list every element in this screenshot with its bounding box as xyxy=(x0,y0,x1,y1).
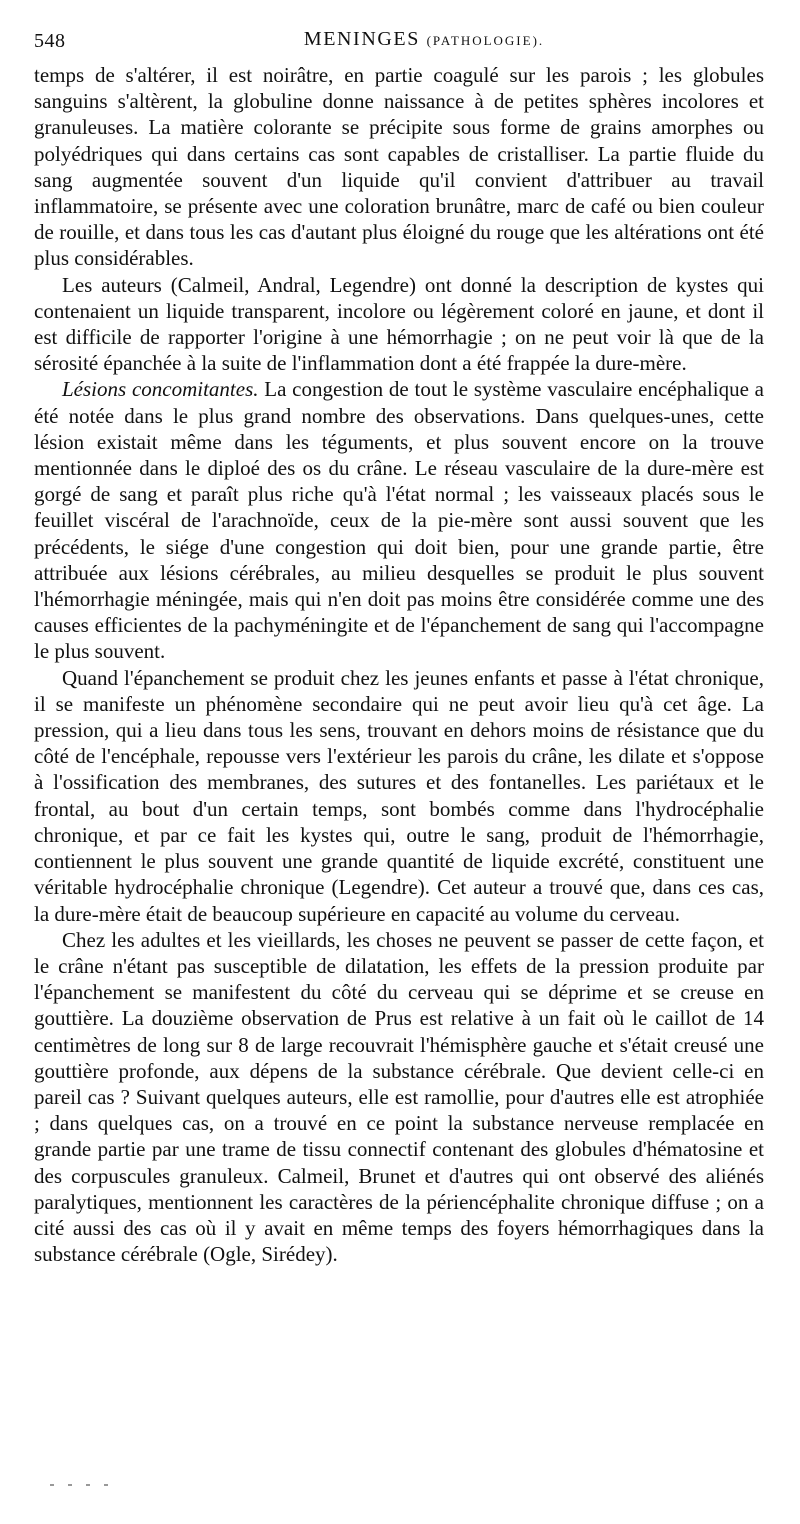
paragraph-1: temps de s'altérer, il est noirâtre, en partie coagulé sur les parois ; les globules sanguins s'altèrent, la globuline donne naissance à de petites sphères incolores et granuleuses. La matière colorante se précipite sous forme de grains amorphes ou polyédriques qui dans certains cas sont capables de cristalliser. La partie fluide du sang augmentée souvent d'un liquide qu'il convient d'attribuer au travail inflammatoire, se présente avec une coloration brunâtre, marc de café ou bien couleur de rouille, et dans tous les cas d'autant plus éloigné du rouge que les altérations ont été plus considérables. xyxy=(34,63,764,271)
page-header xyxy=(34,22,764,58)
running-head-title: MENINGES xyxy=(303,28,420,50)
paragraph-3 xyxy=(34,376,764,664)
paragraph-2: Les auteurs (Calmeil, Andral, Legendre) ont donné la description de kystes qui contenaient un liquide transparent, incolore ou légèrement coloré en jaune, et dont il est difficile de rapporter l'origine à une hémorrhagie ; on ne peut voir là que de la sérosité épanchée à la suite de l'inflammation dont a été frappée la dure-mère. xyxy=(34,272,764,376)
section-heading: Lésions concomitantes. xyxy=(62,377,259,402)
paragraph-3-text: La congestion de tout le système vasculaire encéphalique a été notée dans le plus grand nombre des observations. Dans quelques-unes, cette lésion existait même dans les téguments, et plus souvent encore on la trouve mentionnée dans le diploé des os du crâne. Le réseau vasculaire de la dure-mère est gorgé de sang et paraît plus riche qu'à l'état normal ; les vaisseaux placés sous le feuillet viscéral de l'arachnoïde, ceux de la pie-mère sont aussi souvent que les précédents, le siége d'une congestion qui doit bien, pour une grande partie, être attribuée aux lésions cérébrales, au milieu desquelles se produit le plus souvent l'hémorrhagie méningée, mais qui n'en doit pas moins être considérée comme une des causes efficientes de la pachyméningite et de l'épanchement de sang qui l'accompagne le plus souvent. xyxy=(34,377,764,664)
paragraph-5: Chez les adultes et les vieillards, les choses ne peuvent se passer de cette façon, et le crâne n'étant pas susceptible de dilatation, les effets de la pression produite par l'épanchement se manifestent du côté du cerveau qui se déprime et se creuse en gouttière. La douzième observation de Prus est relative à un fait où le caillot de 14 centimètres de long sur 8 de large recouvrait l'hémisphère gauche et s'était creusé une gouttière profonde, aux dépens de la substance cérébrale. Que devient celle-ci en pareil cas ? Suivant quelques auteurs, elle est ramollie, pour d'autres elle est atrophiée ; dans quelques cas, on a trouvé en ce point la substance nerveuse remplacée en grande partie par une trame de tissu connectif contenant des globules d'hématosine et des corpuscules granuleux. Calmeil, Brunet et d'autres qui ont observé des aliénés paralytiques, mentionnent les caractères de la périencéphalite chronique diffuse ; on a cité aussi des cas où il y avait en même temps des foyers hémorrhagiques dans la substance cérébrale (Ogle, Sirédey). xyxy=(34,927,764,1267)
running-head xyxy=(214,28,634,51)
body-text xyxy=(34,62,764,1267)
paragraph-4: Quand l'épanchement se produit chez les jeunes enfants et passe à l'état chronique, il se manifeste un phénomène secondaire qui ne peut avoir lieu qu'à cet âge. La pression, qui a lieu dans tous les sens, trouvant en dehors moins de résistance que du côté de l'encéphale, repousse vers l'extérieur les parois du crâne, les dilate et s'oppose à l'ossification des membranes, des sutures et des fontanelles. Les pariétaux et le frontal, au bout d'un certain temps, sont bombés comme dans l'hydrocéphalie chronique, et par ce fait les kystes qui, outre le sang, produit de l'hémorrhagie, contiennent le plus souvent une grande quantité de liquide excrété, constituent une véritable hydrocéphalie chronique (Legendre). Cet auteur a trouvé que, dans ces cas, la dure-mère était de beaucoup supérieure en capacité au volume du cerveau. xyxy=(34,665,764,926)
running-head-subtitle: (PATHOLOGIE). xyxy=(426,33,545,48)
page-number: 548 xyxy=(34,30,66,52)
footer-smudge xyxy=(50,1476,130,1486)
